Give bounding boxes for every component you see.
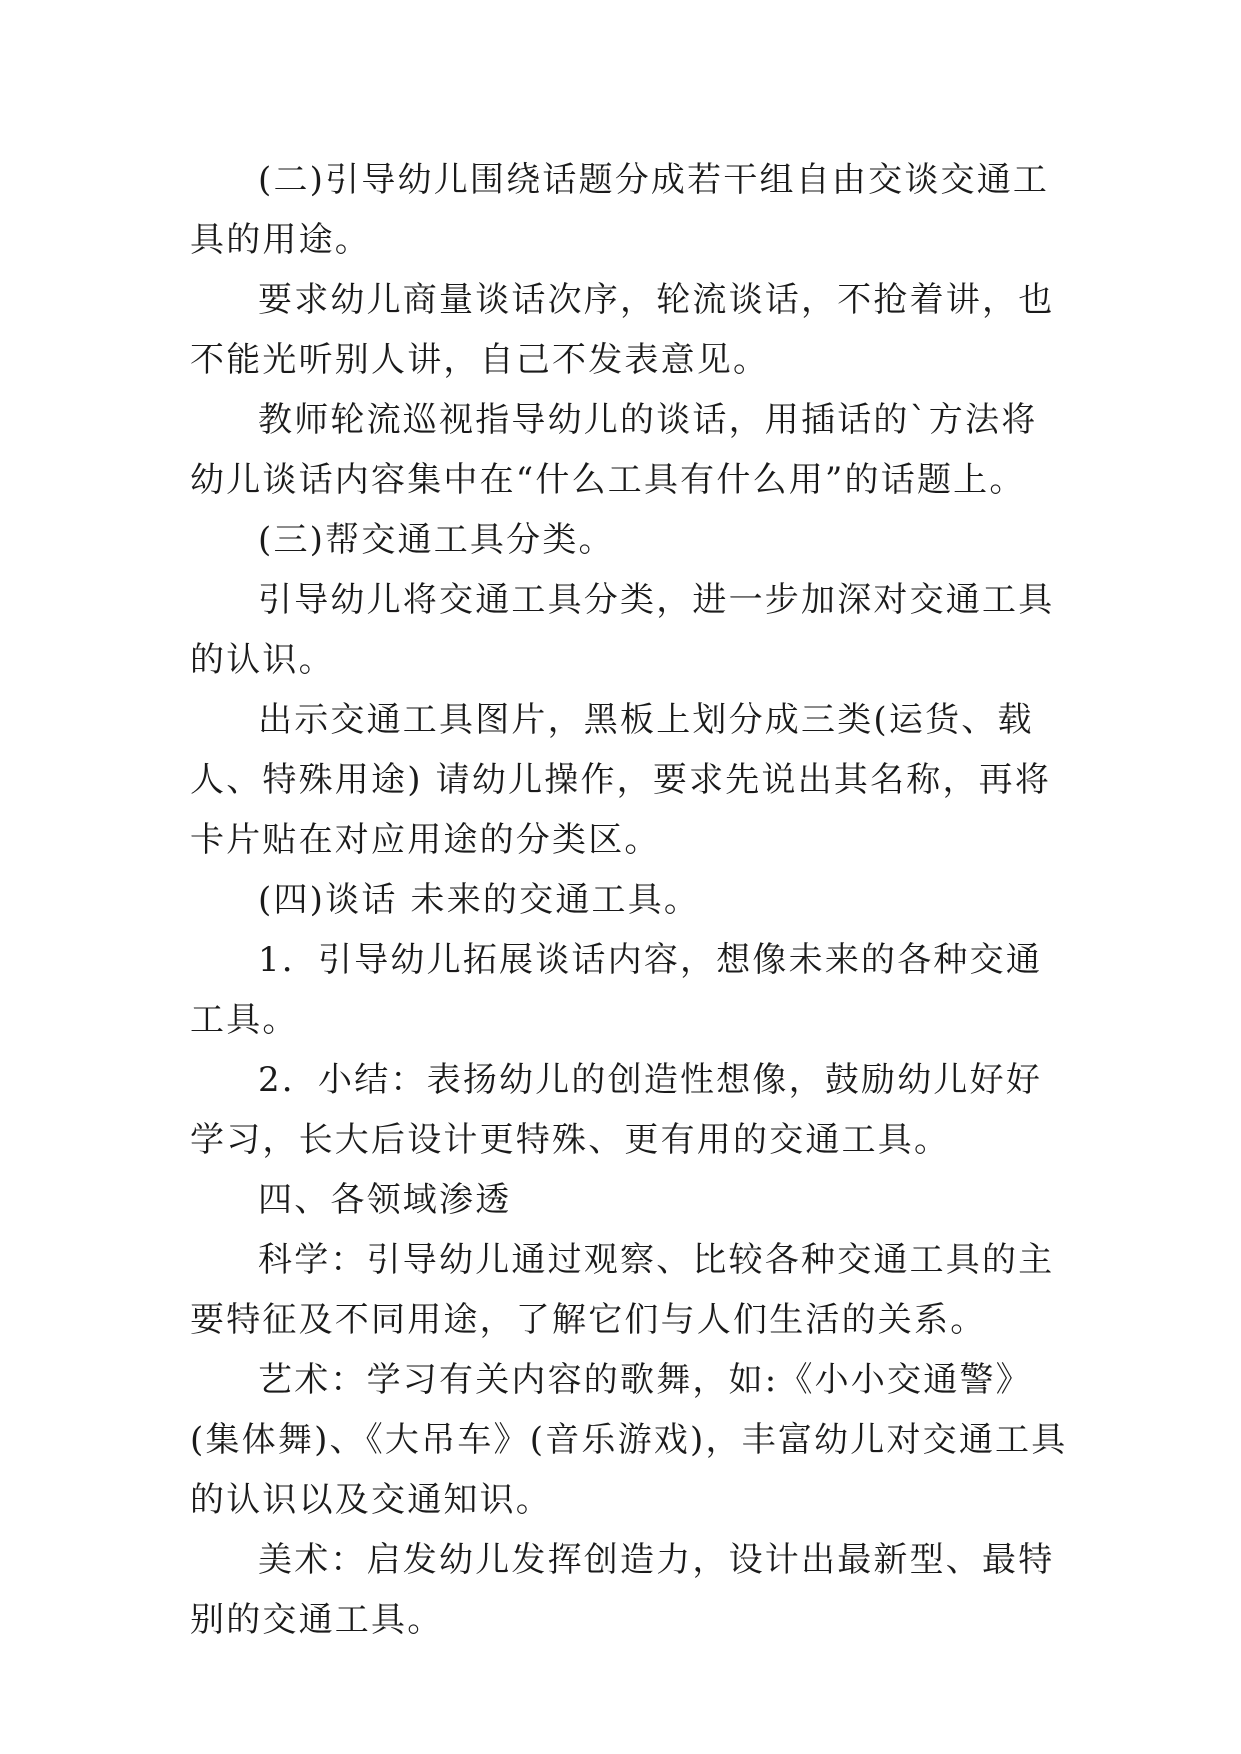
- paragraph-fine-arts: 美术：启发幼儿发挥创造力，设计出最新型、最特别的交通工具。: [190, 1540, 1055, 1640]
- section-heading-future-vehicles: (四)谈话 未来的交通工具。: [258, 880, 701, 920]
- paragraph-arts: 艺术：学习有关内容的歌舞，如:《小小交通警》(集体舞)、《大吊车》(音乐游戏)，丰富幼儿对交通工具的认识以及交通知识。: [190, 1360, 1068, 1520]
- paragraph-classification-activity: 出示交通工具图片，黑板上划分成三类(运货、载人、特殊用途) 请幼儿操作，要求先说出其名称，再将卡片贴在对应用途的分类区。: [190, 700, 1052, 860]
- paragraph-classification-intro: 引导幼儿将交通工具分类，进一步加深对交通工具的认识。: [190, 580, 1055, 680]
- section-heading-classification: (三)帮交通工具分类。: [258, 520, 615, 560]
- paragraph-discussion-rules: 要求幼儿商量谈话次序，轮流谈话，不抢着讲，也不能光听别人讲，自己不发表意见。: [190, 280, 1055, 380]
- paragraph-science: 科学：引导幼儿通过观察、比较各种交通工具的主要特征及不同用途，了解它们与人们生活的关系。: [190, 1240, 1055, 1340]
- paragraph-topic-discussion: (二)引导幼儿围绕话题分成若干组自由交谈交通工具的用途。: [190, 160, 1050, 260]
- document-body: [190, 150, 1070, 1650]
- paragraph-teacher-guidance: 教师轮流巡视指导幼儿的谈话，用插话的`方法将幼儿谈话内容集中在“什么工具有什么用”的话题上。: [190, 400, 1038, 500]
- list-item-1: 1．引导幼儿拓展谈话内容，想像未来的各种交通工具。: [190, 940, 1043, 1040]
- list-item-2: 2．小结：表扬幼儿的创造性想像，鼓励幼儿好好学习，长大后设计更特殊、更有用的交通工具。: [190, 1060, 1043, 1160]
- section-heading-domain-integration: 四、各领域渗透: [258, 1180, 512, 1220]
